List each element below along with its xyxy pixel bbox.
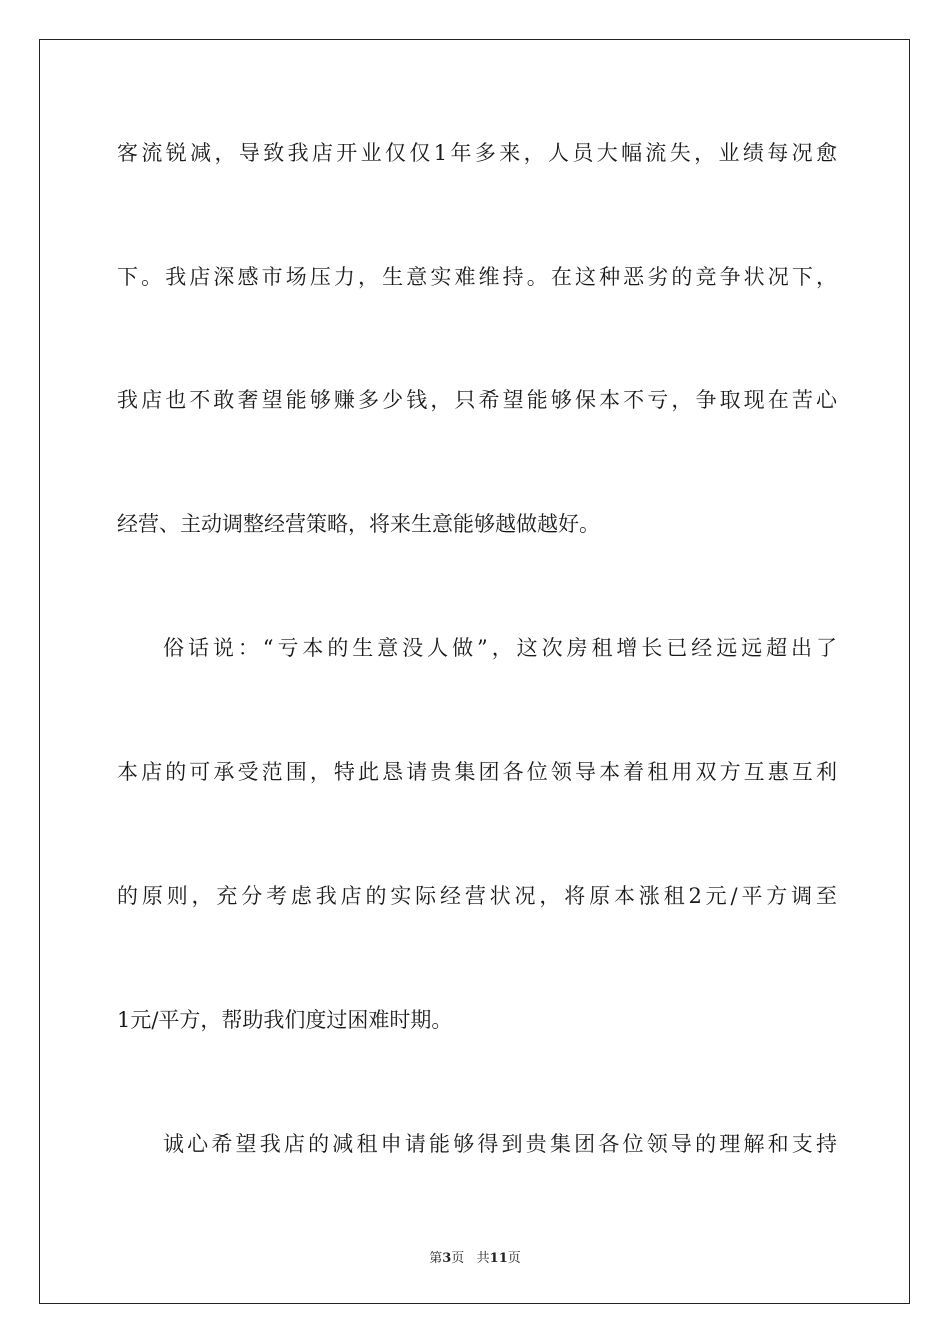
footer-total-pages: 11 [489,1251,508,1266]
paragraph-2-line-3: 的原则，充分考虑我店的实际经营状况，将原本涨租2元/平方调至 [117,884,837,908]
paragraph-1-line-2: 下。我店深感市场压力，生意实难维持。在这种恶劣的竞争状况下， [117,265,837,289]
footer-suffix: 页 [507,1251,521,1266]
page-border-frame [39,39,910,1304]
paragraph-1-line-4: 经营、主动调整经营策略，将来生意能够越做越好。 [117,512,600,536]
paragraph-1-line-3: 我店也不敢奢望能够赚多少钱，只希望能够保本不亏，争取现在苦心 [117,388,837,412]
page-footer [0,1247,950,1266]
paragraph-3-line-1: 诚心希望我店的减租申请能够得到贵集团各位领导的理解和支持 [163,1132,837,1156]
paragraph-1-line-1: 客流锐减，导致我店开业仅仅1年多来，人员大幅流失，业绩每况愈 [117,141,837,165]
paragraph-2-line-2: 本店的可承受范围，特此恳请贵集团各位领导本着租用双方互惠互利 [117,760,837,784]
paragraph-2-line-1: 俗话说：“亏本的生意没人做”，这次房租增长已经远远超出了 [163,636,837,660]
footer-prefix: 第 [429,1251,443,1266]
paragraph-2-line-4: 1元/平方，帮助我们度过困难时期。 [117,1008,453,1032]
footer-page-number: 3 [442,1251,452,1266]
footer-middle: 页 共 [451,1251,490,1266]
